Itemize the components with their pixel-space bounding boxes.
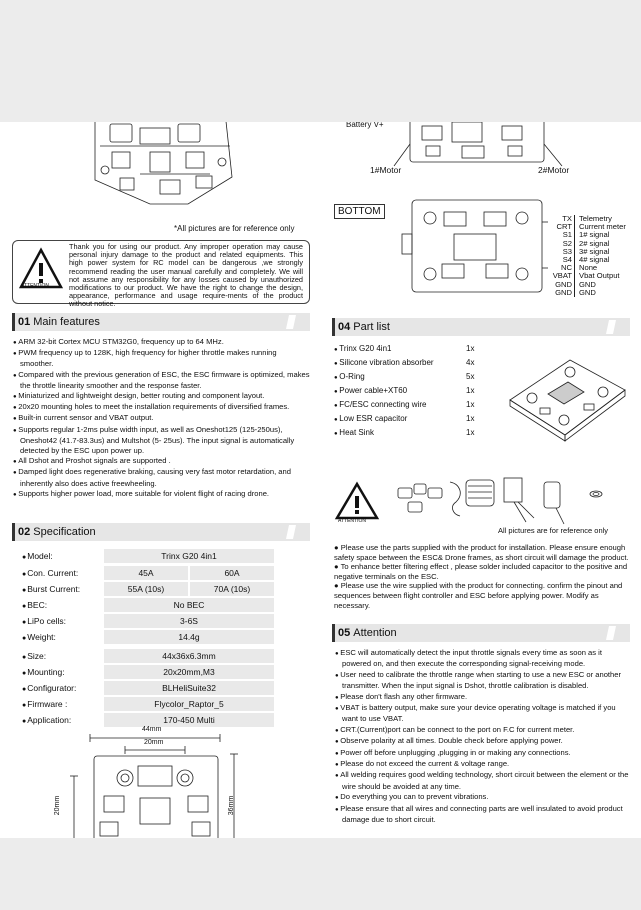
spec-label: ● Mounting:: [22, 667, 94, 677]
section-specification: [12, 523, 310, 541]
list-item: ● Power off before unplugging ,plugging in or making any connections.: [334, 748, 630, 759]
list-item: ● All welding requires good welding technology, short circuit between the element or the wire should be avoided at any time.: [334, 770, 630, 792]
spec-label: ● Application:: [22, 715, 94, 725]
parts-reference-note: All pictures are for reference only: [498, 526, 609, 535]
motor-2-label: 2#Motor: [538, 165, 570, 175]
dim-20mm-height: 20mm: [54, 795, 62, 816]
list-item: ● Please do not exceed the current & voltage range.: [334, 759, 630, 770]
list-item: ● Observe polarity at all times. Double check before applying power.: [334, 736, 630, 747]
list-item: ● PWM frequency up to 128K, high frequency for higher throttle makes running smoother.: [12, 348, 310, 369]
dim-36mm: 36mm: [228, 795, 236, 816]
warning-label: ATTENTION: [21, 283, 49, 289]
list-item: [334, 428, 474, 437]
reference-note: *All pictures are for reference only: [174, 224, 295, 233]
slash-mark-icon: [286, 315, 296, 329]
list-item: ● Supports higher power load, more suitable for violent flight of racing drone.: [12, 489, 310, 500]
section-header: [12, 523, 310, 541]
pin-functions: [579, 215, 641, 297]
spec-value: 3-6S: [104, 614, 274, 628]
spec-label: ● Model:: [22, 551, 94, 561]
top-margin: [0, 0, 641, 122]
list-item: ● Built-in current sensor and VBAT output.: [12, 413, 310, 424]
spec-value: 45A: [104, 566, 188, 580]
spec-label: ● Burst Current:: [22, 584, 94, 594]
part-qty: 4x: [466, 358, 475, 367]
list-item: [334, 414, 474, 423]
spec-label: ● LiPo cells:: [22, 616, 94, 626]
pin-label: GND: [555, 279, 572, 289]
section-part-list: [332, 318, 630, 336]
pin-label: S3: [562, 246, 572, 256]
spec-label: ● Firmware :: [22, 699, 94, 709]
list-item: [334, 358, 474, 367]
esc-board-isometric-drawing: [500, 350, 630, 460]
part-name: ● Trinx G20 4in1: [334, 344, 466, 353]
spec-row-application: [22, 713, 215, 727]
pin-label: TX: [562, 214, 572, 223]
install-note: ● Please use the wire supplied with the product for connecting. confirm the pinout and sequences between flight controller and ESC before applying power. Modify as necessary.: [334, 581, 623, 610]
slash-mark-icon: [606, 320, 616, 334]
pin-label: S4: [562, 255, 572, 265]
section-number: 05: [338, 627, 351, 639]
install-note: ● Please use the parts supplied with the product for installation. Please ensure enough safety space between the ESC& Drone frames, as short circuit will damage the product.: [334, 543, 629, 562]
list-item: ● ESC will automatically detect the input throttle signals every time as soon as it powered on, and then execute the corresponding signal-receiving mode.: [334, 648, 630, 670]
section-title: Main features: [33, 316, 100, 328]
list-item: ● Do everything you can to prevent vibrations.: [334, 792, 630, 803]
spec-label: ● Configurator:: [22, 683, 94, 693]
pin-labels: [546, 215, 572, 297]
list-item: ● Compared with the previous generation of ESC, the ESC firmware is optimized, makes the throttle linearity smoother and the response faster.: [12, 370, 310, 391]
accessories-drawing: [394, 474, 624, 529]
spec-value: Trinx G20 4in1: [104, 549, 274, 563]
section-header: [332, 318, 630, 336]
install-note-text: Please use the wire supplied with the product for connecting. confirm the pinout and sequences between flight controller and ESC before applying power. Modify as necessary.: [334, 581, 623, 610]
list-item: [334, 400, 474, 409]
spec-label: ● BEC:: [22, 600, 94, 610]
part-name: ● Silicone vibration absorber: [334, 358, 466, 367]
pin-label: NC: [561, 263, 572, 273]
pin-label: VBAT: [552, 271, 572, 281]
section-header: [332, 624, 630, 642]
part-qty: 1x: [466, 400, 475, 409]
list-item: ● Miniaturized and lightweight design, better routing and component layout.: [12, 391, 310, 402]
esc-board-top-drawing: [0, 122, 320, 222]
part-qty: 5x: [466, 372, 475, 381]
pin-label: GND: [555, 287, 572, 297]
spec-label: ● Con. Current:: [22, 568, 94, 578]
manual-page: [0, 122, 641, 838]
pin-function: 4# signal: [579, 255, 610, 265]
list-item: ● 20x20 mounting holes to meet the installation requirements of diversified frames.: [12, 402, 310, 413]
install-notes: [334, 543, 630, 610]
pin-bracket: [574, 215, 577, 297]
spec-value: No BEC: [104, 598, 274, 612]
part-qty: 1x: [466, 344, 475, 353]
dim-20mm-width: 20mm: [144, 739, 164, 746]
section-number: 01: [18, 316, 31, 328]
dimension-drawing: [54, 726, 250, 838]
spec-table: [22, 549, 312, 729]
spec-value: 14.4g: [104, 630, 274, 644]
spec-row-con-current: [22, 566, 240, 580]
list-item: ● CRT.(Current)port can be connect to the port on F.C for current meter.: [334, 725, 630, 736]
install-note: ● To enhance better filtering effect , please solder included capacitor to the positive and negative terminals on the ESC.: [334, 562, 628, 581]
list-item: ● Please ensure that all wires and connecting parts are well insulated to avoid product damage due to short circuit.: [334, 804, 630, 826]
parts-list: [334, 344, 484, 444]
features-list: [12, 337, 310, 500]
spec-row-bec: [22, 598, 205, 612]
pin-function: 1# signal: [579, 230, 610, 240]
pin-function: Vbat Output: [579, 271, 620, 281]
list-item: ● Please don't flash any other firmware.: [334, 692, 630, 703]
warning-text: Thank you for using our product. Any improper operation may cause personal injury damage to the product and related equipments. This high power system for RC model can be dangerous ,we strongly recommend reading the user manual carefully and completely. We will not assume any responsibility for any losses caused by unauthorized modifications to our product. We have the right to change the design, appearance, performance and usage require-ments of the product without notice.: [69, 242, 303, 309]
install-note-text: Please use the parts supplied with the product for installation. Please ensure enough safety space between the ESC& Drone frames, as short circuit will damage the product.: [334, 543, 629, 562]
list-item: [334, 386, 474, 395]
list-item: ● All Dshot and Proshot signals are supported .: [12, 456, 310, 467]
spec-label: ● Size:: [22, 651, 94, 661]
part-qty: 1x: [466, 428, 475, 437]
warning-box: [12, 240, 310, 309]
spec-row-lipo: [22, 614, 198, 628]
slash-mark-icon: [606, 626, 616, 640]
spec-value: 20x20mm,M3: [104, 665, 274, 679]
pin-function: None: [579, 263, 598, 273]
spec-row-configurator: [22, 681, 216, 695]
pin-function: GND: [579, 287, 596, 297]
spec-row-mounting: [22, 665, 215, 679]
spec-value: 55A (10s): [104, 582, 188, 596]
list-item: ● VBAT is battery output, make sure your device operating voltage is matched if you want to use VBAT.: [334, 703, 630, 725]
part-qty: 1x: [466, 414, 475, 423]
section-title: Part list: [353, 321, 390, 333]
attention-list: [334, 648, 630, 826]
left-column: [0, 122, 320, 838]
spec-row-model: [22, 549, 217, 563]
bottom-margin: [0, 838, 641, 910]
pin-label: S1: [562, 230, 572, 240]
spec-value: 70A (10s): [190, 582, 274, 596]
spec-value: 44x36x6.3mm: [104, 649, 274, 663]
spec-row-size: [22, 649, 216, 663]
install-note-text: To enhance better filtering effect , please solder included capacitor to the positive and negative terminals on the ESC.: [334, 562, 628, 581]
esc-board-bottom-drawing: [398, 198, 548, 294]
attention-icon-box: [334, 480, 384, 528]
right-column: [322, 122, 641, 838]
part-qty: 1x: [466, 386, 475, 395]
spec-value: 60A: [190, 566, 274, 580]
dim-44mm: 44mm: [142, 726, 162, 733]
spec-value: Flycolor_Raptor_5: [104, 697, 274, 711]
bottom-view-label: BOTTOM: [334, 204, 385, 219]
pin-function: GND: [579, 279, 596, 289]
part-name: ● Low ESR capacitor: [334, 414, 466, 423]
section-header: [12, 313, 310, 331]
list-item: ● Damped light does regenerative braking, causing very fast motor retardation, and inherently also does active freewheeling.: [12, 467, 310, 488]
section-title: Attention: [353, 627, 397, 639]
pin-function: Current meter: [579, 222, 626, 232]
pin-function: 2# signal: [579, 238, 610, 248]
list-item: ● Supports regular 1-2ms pulse width input, as well as Oneshot125 (125-250us), Oneshot42 (41.7-83.3us) and Multshot (5- 25us). The input signal is automatically detected by the ESC upon power up.: [12, 425, 310, 457]
list-item: ● User need to calibrate the throttle range when starting to use a new ESC or another transmitter. When the input signal is Dshot, throttle calibration is disabled.: [334, 670, 630, 692]
spec-row-burst-current: [22, 582, 251, 596]
pin-label: S2: [562, 238, 572, 248]
list-item: [334, 372, 474, 381]
section-attention: [332, 624, 630, 642]
list-item: [334, 344, 474, 353]
part-name: ● Power cable+XT60: [334, 386, 466, 395]
battery-label: Battery V+: [346, 122, 384, 129]
slash-mark-icon: [286, 525, 296, 539]
section-main-features: [12, 313, 310, 500]
part-name: ● Heat Sink: [334, 428, 466, 437]
pin-label: CRT: [556, 222, 572, 232]
spec-value: 170-450 Multi: [104, 713, 274, 727]
pin-function: Telemetry: [579, 214, 612, 223]
section-number: 02: [18, 526, 31, 538]
attention-label: ATTENTION: [338, 518, 366, 524]
section-title: Specification: [33, 526, 96, 538]
pin-function: 3# signal: [579, 246, 610, 256]
spec-row-firmware: [22, 697, 224, 711]
spec-label: ● Weight:: [22, 632, 94, 642]
spec-row-weight: [22, 630, 200, 644]
part-name: ● O-Ring: [334, 372, 466, 381]
list-item: ● ARM 32-bit Cortex MCU STM32G0, frequency up to 64 MHz.: [12, 337, 310, 348]
spec-value: BLHeliSuite32: [104, 681, 274, 695]
part-name: ● FC/ESC connecting wire: [334, 400, 466, 409]
section-number: 04: [338, 321, 351, 333]
motor-1-label: 1#Motor: [370, 165, 402, 175]
